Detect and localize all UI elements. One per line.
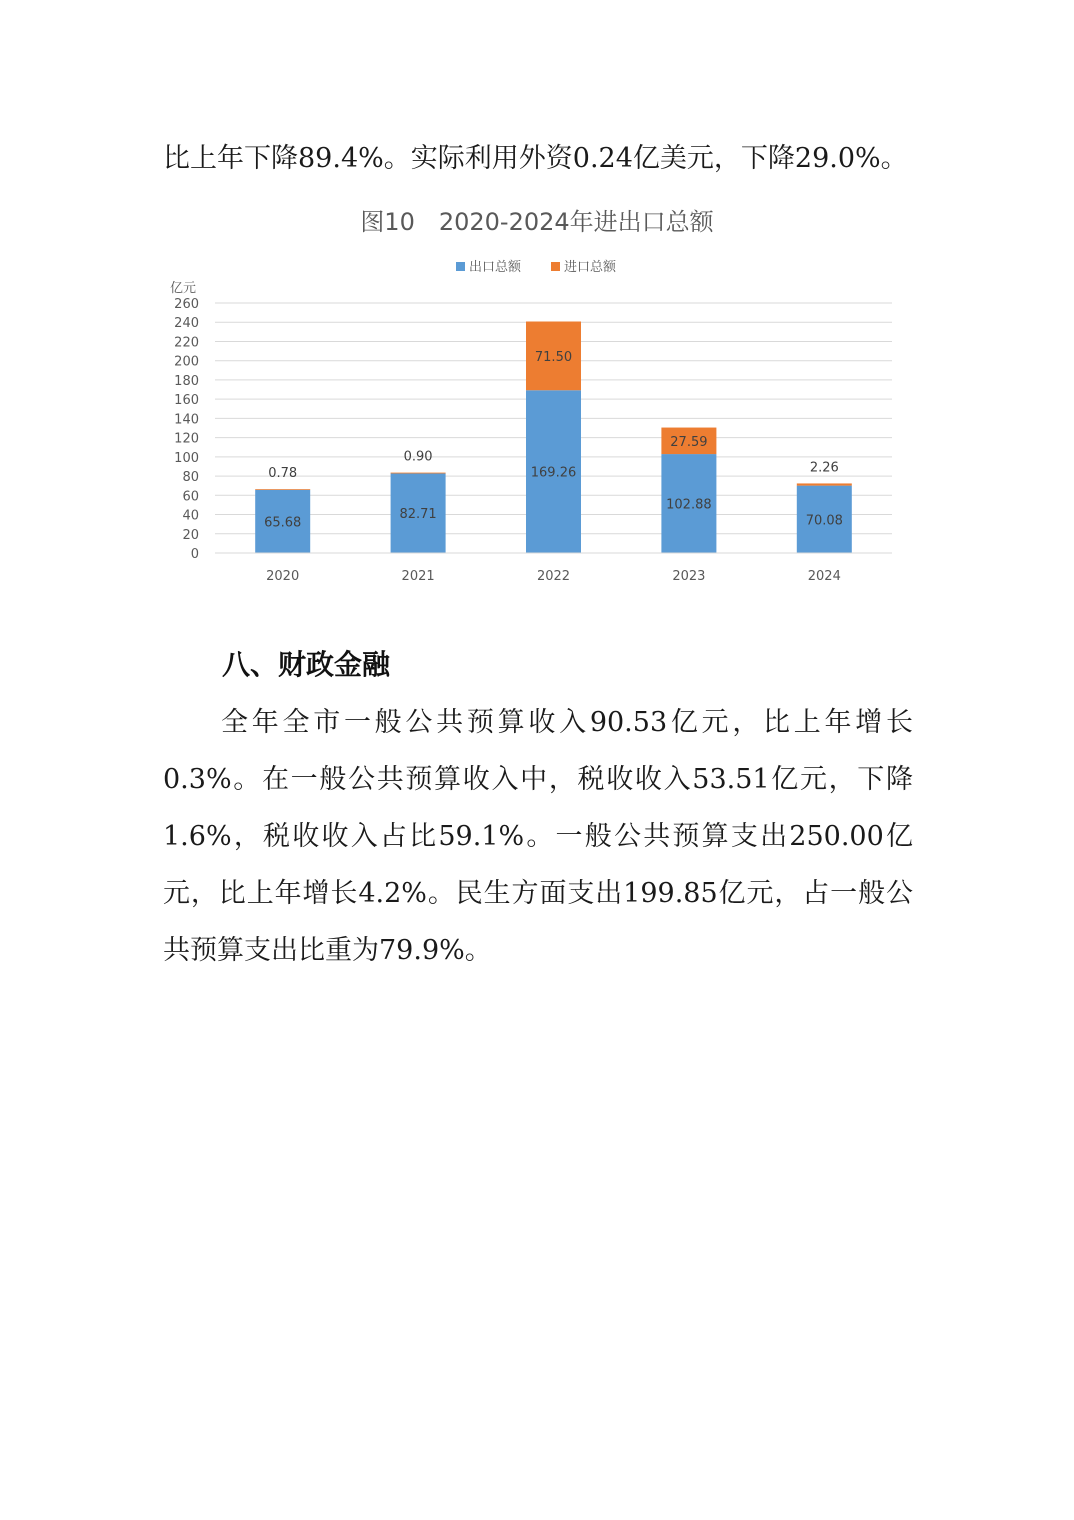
y-tick-label: 60 xyxy=(182,489,199,505)
y-tick-label: 160 xyxy=(174,393,199,409)
section-heading: 八、财政金融 xyxy=(222,648,391,681)
data-label-import: 0.90 xyxy=(403,449,433,465)
y-tick-label: 0 xyxy=(190,547,199,562)
legend-swatch-export xyxy=(456,262,465,271)
figure-title: 图10 2020-2024年进出口总额 xyxy=(360,208,714,236)
legend-swatch-import xyxy=(551,262,560,271)
y-tick-label: 40 xyxy=(182,508,199,524)
x-tick-label: 2020 xyxy=(266,569,300,584)
y-tick-label: 80 xyxy=(182,470,199,486)
y-tick-label: 140 xyxy=(174,412,199,428)
bar-import xyxy=(391,473,446,474)
bar-import xyxy=(797,483,852,485)
legend-label-export: 出口总额 xyxy=(469,260,522,275)
data-label-export: 169.26 xyxy=(530,465,577,481)
y-tick-label: 240 xyxy=(174,316,199,332)
y-tick-label: 180 xyxy=(174,373,199,389)
data-label-import: 27.59 xyxy=(670,434,708,450)
data-label-export: 70.08 xyxy=(805,513,843,529)
data-label-export: 82.71 xyxy=(399,507,437,523)
x-tick-label: 2023 xyxy=(672,569,706,584)
paragraph-continuation: 比上年下降89.4%。实际利用外资0.24亿美元，下降29.0%。 xyxy=(163,143,908,174)
legend-label-import: 进口总额 xyxy=(564,260,617,275)
data-label-import: 71.50 xyxy=(534,349,573,365)
data-label-import: 2.26 xyxy=(809,460,839,476)
body-paragraph: 全年全市一般公共预算收入90.53亿元，比上年增长0.3%。在一般公共预算收入中，税收收入53.51亿元，下降1.6%，税收收入占比59.1%。一般公共预算支出250.00亿元，比上年增长4.2%。民生方面支出199.85亿元，占一般公共预算支出比重为79.9%。 xyxy=(163,707,913,966)
x-tick-label: 2024 xyxy=(807,569,841,584)
stacked-bar-chart xyxy=(150,250,910,595)
y-tick-label: 200 xyxy=(174,354,199,370)
x-tick-label: 2021 xyxy=(401,569,435,584)
y-tick-label: 260 xyxy=(174,297,199,312)
x-tick-label: 2022 xyxy=(536,569,571,584)
y-tick-label: 20 xyxy=(182,527,199,543)
data-label-export: 65.68 xyxy=(264,515,302,531)
data-label-import: 0.78 xyxy=(268,466,298,482)
y-tick-label: 100 xyxy=(174,450,199,466)
bar-import xyxy=(255,489,310,490)
y-axis-unit: 亿元 xyxy=(170,281,197,296)
y-tick-label: 220 xyxy=(174,335,199,351)
y-tick-label: 120 xyxy=(174,431,199,447)
data-label-export: 102.88 xyxy=(666,497,712,513)
